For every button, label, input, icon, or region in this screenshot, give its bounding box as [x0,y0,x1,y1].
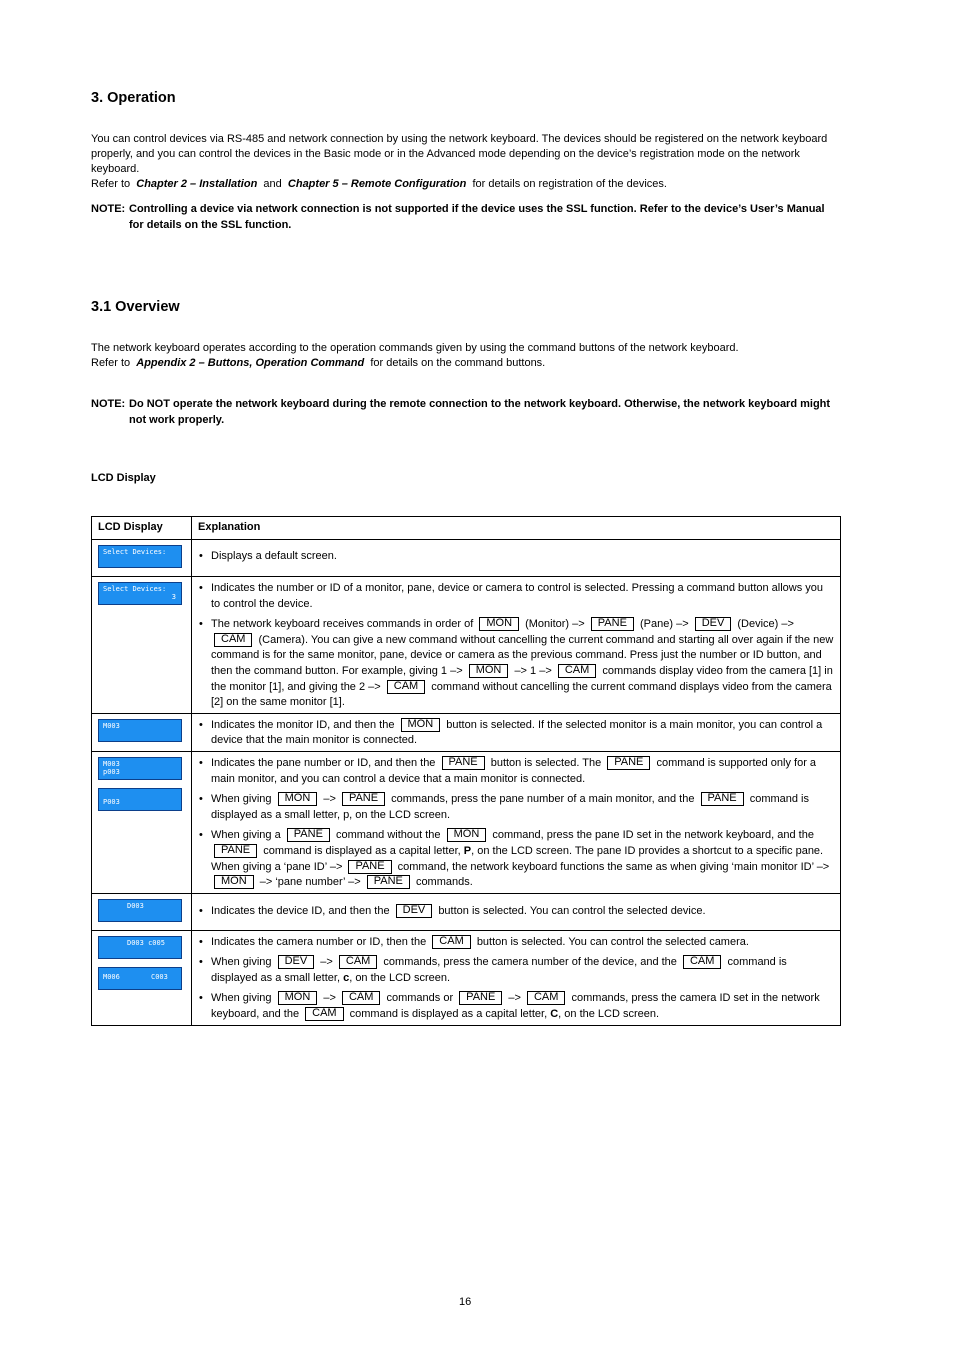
header-explanation: Explanation [192,517,841,540]
pane-button-label: PANE [214,844,257,858]
dev-button-label: DEV [695,617,732,631]
cam-button-label: CAM [558,664,596,678]
cam-button-label: CAM [387,680,425,694]
cam-button-label: CAM [432,935,470,949]
lcd-screen: M003 [98,719,182,742]
list-item: • When giving MON –> CAM commands or PANE –> CAM commands, press the camera ID set in the network keyboard, and the CAM command is displayed as a capital letter, C, on the LCD screen. [198,991,834,1022]
mon-button-label: MON [479,617,519,631]
lcd-screen: M003 p003 [98,757,182,780]
lcd-screen: D003 [98,899,182,922]
list-item: • When giving MON –> PANE commands, press the pane number of a main monitor, and the PANE command is displayed as a small letter, p, on the LCD screen. [198,792,834,823]
overview-paragraph: The network keyboard operates according to the operation commands given by using the command buttons of the network keyboard. Refer to Appendix 2 – Buttons, Operation Command for details on the command buttons. [91,342,739,369]
cam-button-label: CAM [342,991,380,1005]
pane-button-label: PANE [607,756,650,770]
lcd-screen: P003 [98,788,182,811]
lcd-screen: Select Devices: [98,545,182,568]
table-row [92,713,841,751]
table-header [92,517,841,540]
dev-button-label: DEV [396,904,433,918]
mon-button-label: MON [401,718,441,732]
intro-paragraph: You can control devices via RS-485 and network connection by using the network keyboard. The devices should be registered on the network keyboard properly, and you can control the devices in the Basic mode or in the Advanced mode depending on the device’s registration mode on the network keyboard. Refer to Chapter 2 – Installation and Chapter 5 – Remote Configuration for details on registration of the devices. [91,133,828,190]
list-item: • Indicates the number or ID of a monitor, pane, device or camera to control is selected. Pressing a command button allows you to control the device. [198,581,834,612]
note-remote: NOTE: Do NOT operate the network keyboard during the remote connection to the network keyboard. Otherwise, the network keyboard might not work properly. [91,398,831,426]
pane-button-label: PANE [459,991,502,1005]
table-row [92,577,841,714]
note-ssl: NOTE: Controlling a device via network connection is not supported if the device uses the SSL function. Refer to the device’s User’s Manual for details on the SSL function. [91,203,825,231]
dev-button-label: DEV [278,955,315,969]
lcd-table [91,516,841,1026]
ref-chapter2: Chapter 2 – Installation [136,178,258,190]
pane-button-label: PANE [287,828,330,842]
lcd-screen: Select Devices: 3 [98,582,182,605]
table-row [92,751,841,893]
list-item: • Indicates the camera number or ID, then the CAM button is selected. You can control the selected camera. [198,935,834,951]
pane-button-label: PANE [442,756,485,770]
list-item: • Displays a default screen. [198,549,834,565]
section-title: 3. Operation [91,90,176,106]
mon-button-label: MON [214,875,254,889]
pane-button-label: PANE [591,617,634,631]
lcd-screen: D003 c005 [98,936,182,959]
list-item: • Indicates the device ID, and then the DEV button is selected. You can control the selected device. [198,904,834,920]
lcd-display-heading: LCD Display [91,472,156,484]
cam-button-label: CAM [527,991,565,1005]
cam-button-label: CAM [683,955,721,969]
page-number: 16 [459,1296,472,1308]
mon-button-label: MON [469,664,509,678]
pane-button-label: PANE [342,792,385,806]
pane-button-label: PANE [701,792,744,806]
cam-button-label: CAM [339,955,377,969]
list-item: • Indicates the monitor ID, and then the MON button is selected. If the selected monitor is a main monitor, you can control a device that the main monitor is connected. [198,718,834,749]
table-row [92,930,841,1025]
list-item: • When giving DEV –> CAM commands, press the camera number of the device, and the CAM command is displayed as a small letter, c, on the LCD screen. [198,955,834,986]
mon-button-label: MON [447,828,487,842]
subsection-title: 3.1 Overview [91,299,180,315]
pane-button-label: PANE [348,860,391,874]
list-item: • Indicates the pane number or ID, and then the PANE button is selected. The PANE command is supported only for a main monitor, and you can control a device that a main monitor is connected. [198,756,834,787]
ref-chapter5: Chapter 5 – Remote Configuration [287,178,467,190]
mon-button-label: MON [278,792,318,806]
list-item: • When giving a PANE command without the MON command, press the pane ID set in the network keyboard, and the PANE command is displayed as a capital letter, P, on the LCD screen. The pane ID provides a shortcut to a specific pane. When giving a ‘pane ID’ –> PANE command, the network keyboard functions the same as when giving ‘main monitor ID’ –> MON –> ‘pane number’ –> PANE commands. [198,828,834,890]
lcd-screen: M006 C003 [98,967,182,990]
table-row [92,893,841,930]
table-row [92,540,841,577]
list-item: • The network keyboard receives commands in order of MON (Monitor) –> PANE (Pane) –> DEV (Device) –> CAM (Camera). You can give a new command without cancelling the current command and starting all over again if the new command is for the same monitor, pane, device or camera as the previous command. Press just the number or ID button, and then the command button. For example, giving 1 –> MON –> 1 –> CAM commands display video from the camera [1] in the monitor [1], and giving the 2 –> CAM command without cancelling the current command displays video from the camera [2] on the same monitor [1]. [198,617,834,711]
mon-button-label: MON [278,991,318,1005]
ref-appendix2: Appendix 2 – Buttons, Operation Command [136,357,365,369]
cam-button-label: CAM [214,633,252,647]
header-lcd-display: LCD Display [92,517,192,540]
cam-button-label: CAM [305,1007,343,1021]
pane-button-label: PANE [367,875,410,889]
